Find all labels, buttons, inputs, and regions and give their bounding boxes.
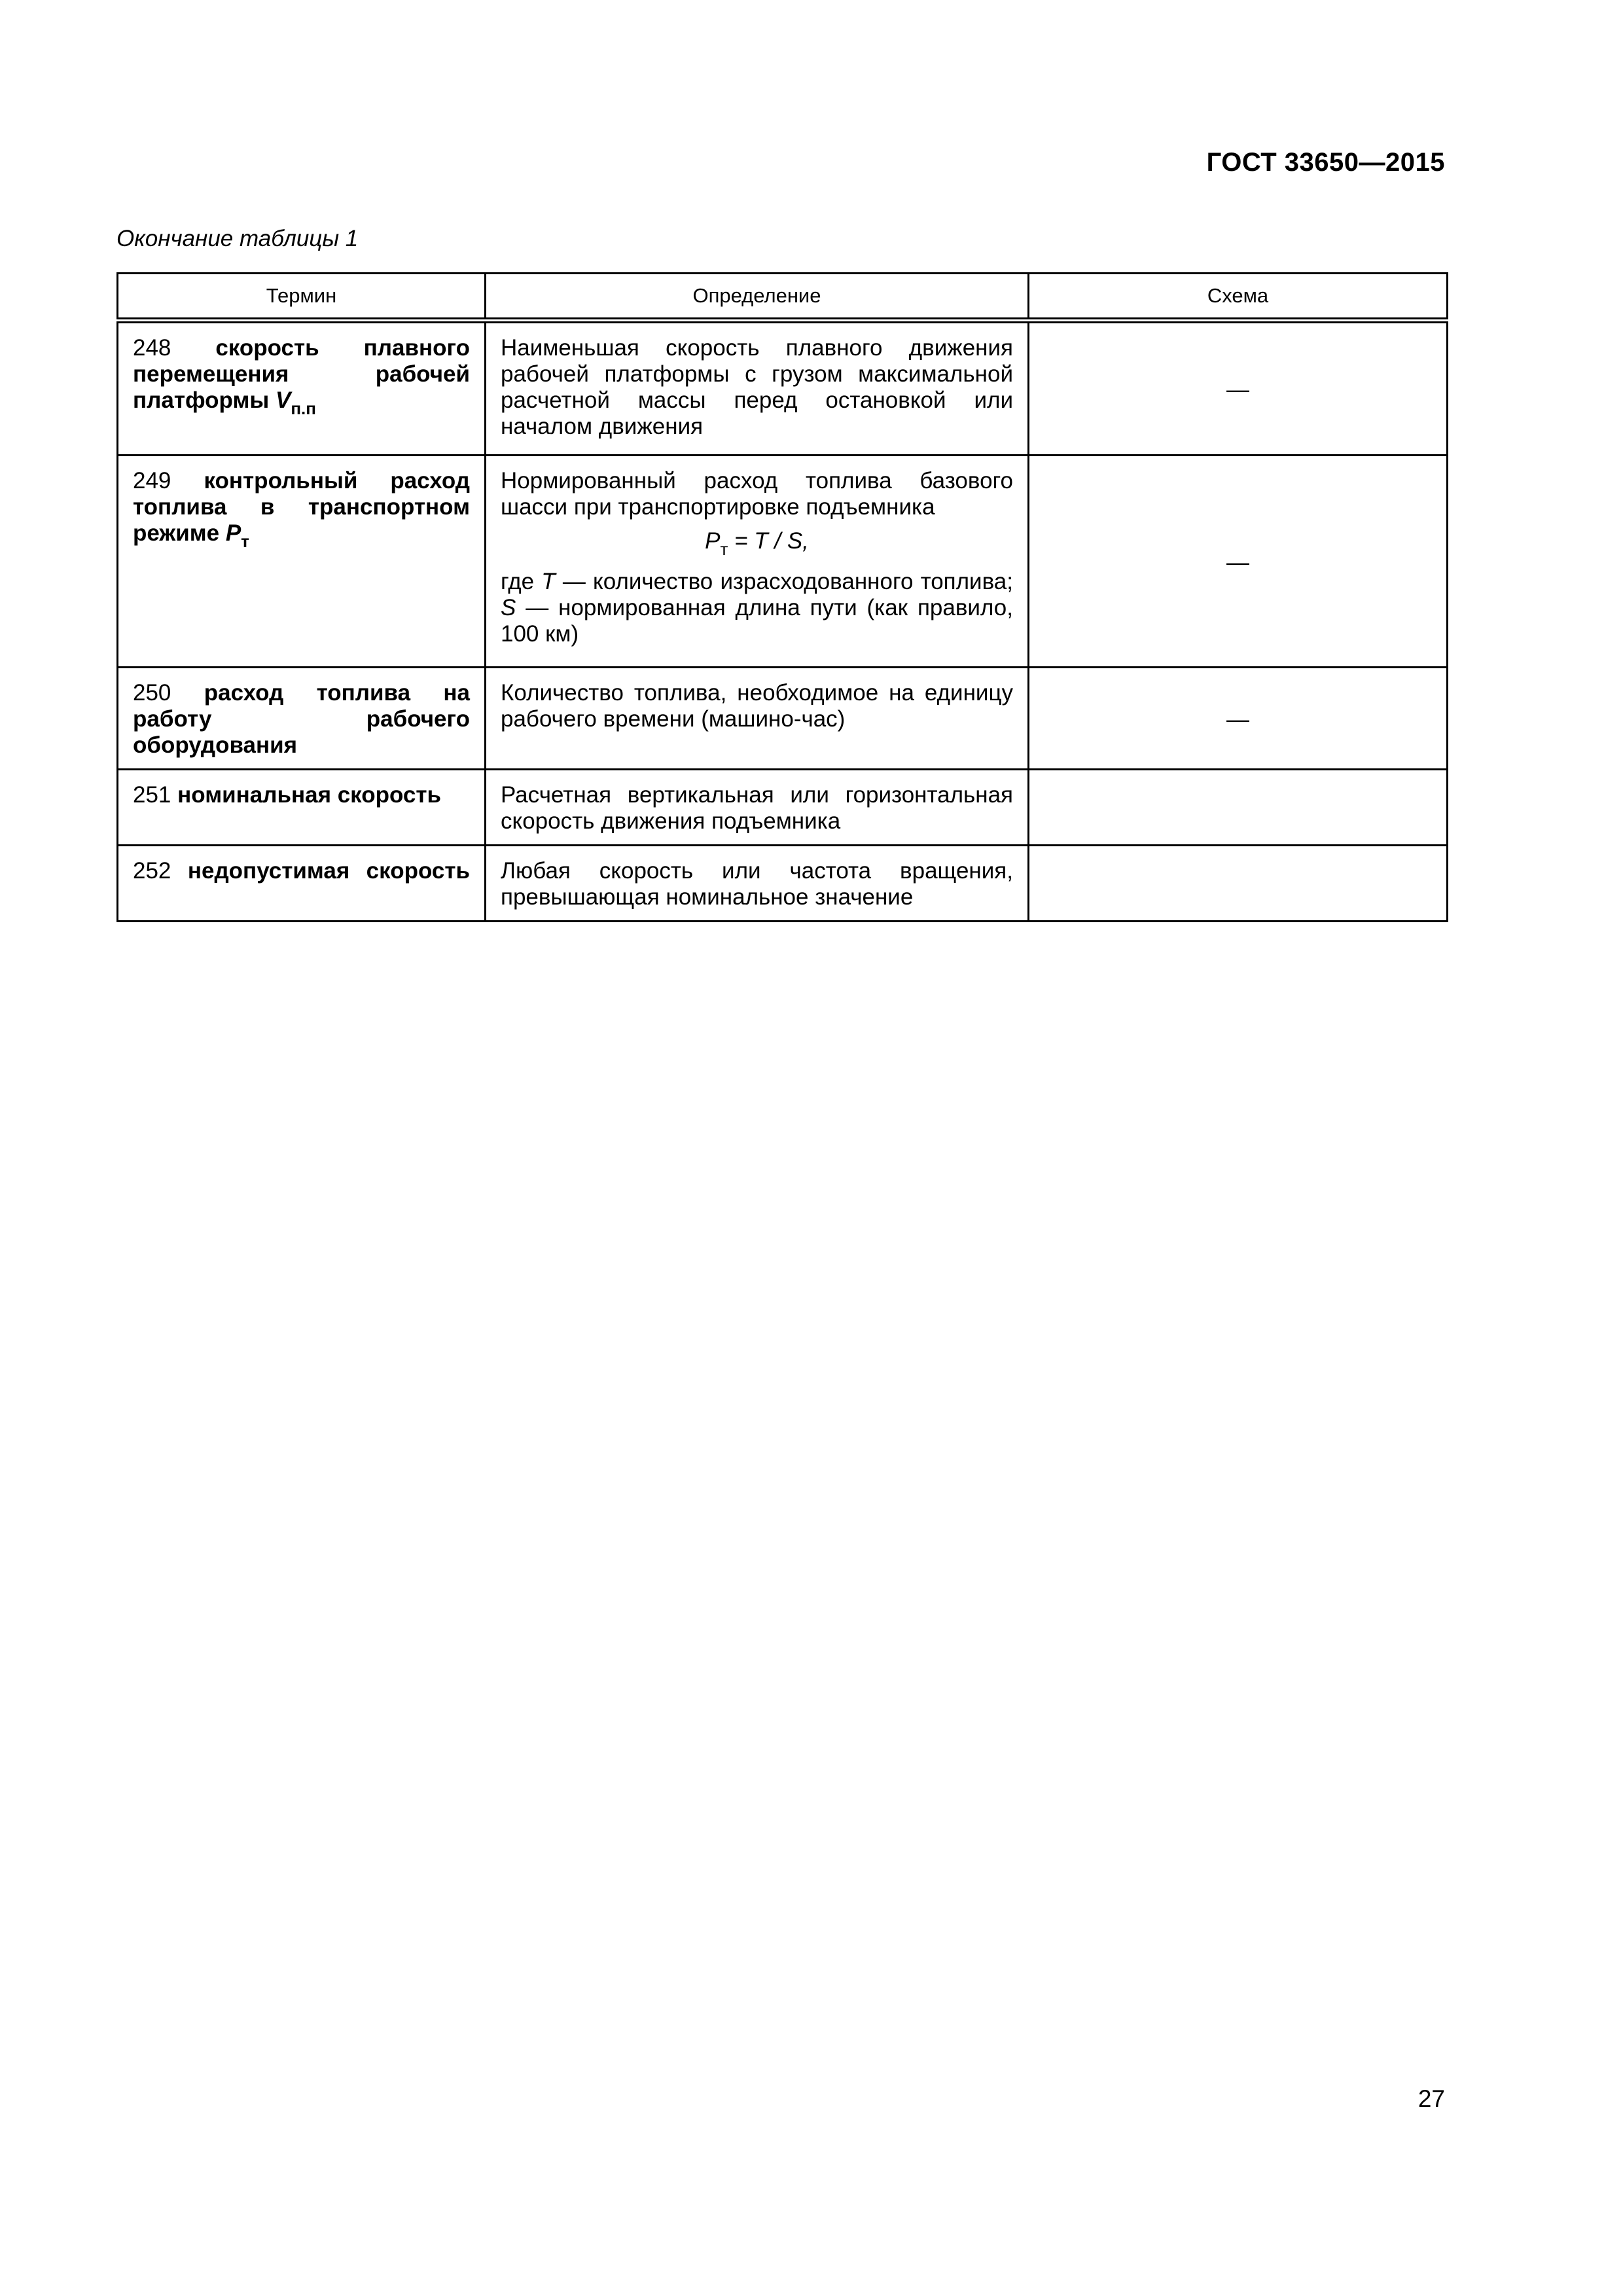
definition-cell: Любая скорость или частота вращения, превышающая номинальное значение xyxy=(486,846,1029,922)
term-symbol-subscript: п.п xyxy=(291,399,316,418)
scheme-cell xyxy=(1029,846,1448,922)
term-cell xyxy=(118,321,486,456)
definition-cell xyxy=(486,456,1029,668)
page-number: 27 xyxy=(1418,2085,1445,2112)
term-symbol: V xyxy=(275,387,291,413)
note-text: — нормированная длина пути (как правило, 100 км) xyxy=(501,595,1013,647)
formula-explanation xyxy=(501,569,1013,647)
table-row xyxy=(118,770,1448,846)
column-header-scheme: Схема xyxy=(1029,274,1448,321)
term-number: 248 xyxy=(133,335,171,361)
term-name: недопустимая скорость xyxy=(187,858,470,884)
term-cell xyxy=(118,770,486,846)
column-header-definition: Определение xyxy=(486,274,1029,321)
scheme-cell xyxy=(1029,770,1448,846)
term-number: 250 xyxy=(133,680,171,706)
definition-text: Нормированный расход топлива базового шасси при транспортировке подъемника xyxy=(501,468,1013,520)
formula-rhs: = T / S, xyxy=(728,528,809,554)
terms-table xyxy=(116,272,1448,922)
term-cell xyxy=(118,846,486,922)
formula xyxy=(501,528,1013,562)
definition-cell: Наименьшая скорость плавного движения рабочей платформы с грузом максимальной расчетной массы перед остановкой или началом движения xyxy=(486,321,1029,456)
term-cell xyxy=(118,456,486,668)
term-name: расход топлива на работу рабочего оборудования xyxy=(133,680,470,758)
table-row xyxy=(118,321,1448,456)
term-name: номинальная скорость xyxy=(177,782,442,808)
term-symbol: P xyxy=(225,520,241,546)
column-header-term: Термин xyxy=(118,274,486,321)
note-text: — количество израсходованного топлива; xyxy=(555,569,1014,594)
note-text: где xyxy=(501,569,542,594)
definition-cell: Расчетная вертикальная или горизонтальная скорость движения подъемника xyxy=(486,770,1029,846)
table-row xyxy=(118,456,1448,668)
note-variable: T xyxy=(541,569,556,594)
note-variable: S xyxy=(501,595,516,620)
term-number: 249 xyxy=(133,468,171,493)
scheme-cell: — xyxy=(1029,456,1448,668)
scheme-cell: — xyxy=(1029,321,1448,456)
table-row xyxy=(118,668,1448,770)
formula-lhs: P xyxy=(705,528,721,554)
standard-header: ГОСТ 33650—2015 xyxy=(1206,148,1445,177)
scheme-cell: — xyxy=(1029,668,1448,770)
term-number: 252 xyxy=(133,858,171,884)
term-number: 251 xyxy=(133,782,171,808)
term-symbol-subscript: т xyxy=(241,531,249,551)
definition-cell: Количество топлива, необходимое на единицу рабочего времени (машино-час) xyxy=(486,668,1029,770)
table-row xyxy=(118,846,1448,922)
term-name: контрольный расход топлива в транспортном режиме xyxy=(133,468,470,546)
formula-lhs-subscript: т xyxy=(720,539,728,559)
table-caption: Окончание таблицы 1 xyxy=(116,226,359,251)
term-name: скорость плавного перемещения рабочей платформы xyxy=(133,335,470,413)
term-cell xyxy=(118,668,486,770)
table-header-row xyxy=(118,274,1448,321)
